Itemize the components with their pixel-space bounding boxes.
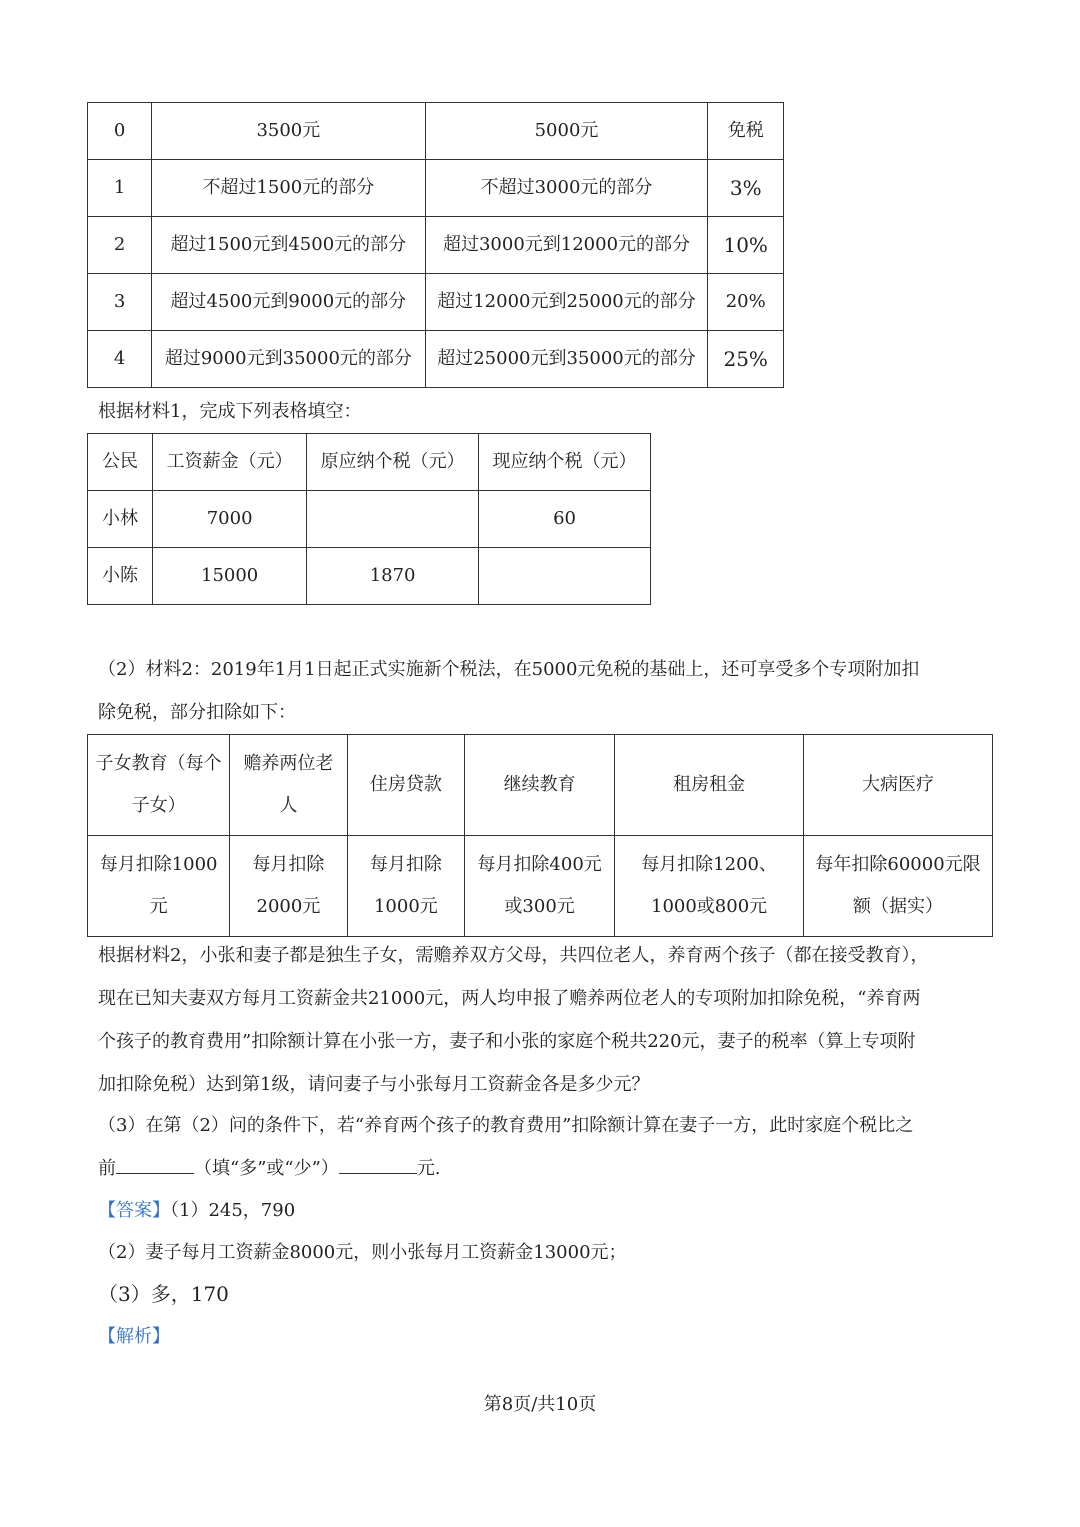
question-2-text: （2）材料2：2019年1月1日起正式实施新个税法，在5000元免税的基础上，还可享受多个专项附加扣 [98,659,920,680]
question-3-text: 元. [416,1158,441,1179]
table-cell: 3500元 [152,103,425,160]
table-row [88,491,651,548]
answer-blank [116,1155,194,1174]
question-3-text: （填“多”或“少”） [194,1158,339,1179]
fill-in-table [87,433,651,605]
answer-blank [339,1155,417,1174]
question-3-text: 前 [98,1158,116,1179]
table-header-cell: 子女教育（每个子女） [88,735,230,836]
table-cell: 20% [708,274,784,331]
table-cell: 每月扣除400元或300元 [465,836,615,937]
table-cell: 超过12000元到25000元的部分 [425,274,708,331]
table-header-cell: 大病医疗 [804,735,993,836]
answer-text: （2）妻子每月工资薪金8000元，则小张每月工资薪金13000元； [98,1242,627,1263]
table-row [88,274,784,331]
table-header-cell: 赡养两位老人 [230,735,347,836]
material-2-text: 加扣除免税）达到第1级，请问妻子与小张每月工资薪金各是多少元？ [98,1074,650,1095]
table-cell: 4 [88,331,152,388]
table-row [88,160,784,217]
table-cell: 25% [708,331,784,388]
table-row [88,548,651,605]
answer-text: （1）245，790 [170,1200,296,1221]
table-header-cell: 公民 [88,434,153,491]
table-cell: 超过3000元到12000元的部分 [425,217,708,274]
table-cell: 15000 [153,548,307,605]
table-header-cell: 工资薪金（元） [153,434,307,491]
table-cell: 不超过1500元的部分 [152,160,425,217]
material-2-text: 现在已知夫妻双方每月工资薪金共21000元，两人均申报了赡养两位老人的专项附加扣除免税，“养育两 [98,988,921,1009]
question-3-blank-line [98,1147,988,1190]
table-cell: 3% [708,160,784,217]
table-header-cell: 继续教育 [465,735,615,836]
table-row [88,331,784,388]
table-cell: 超过25000元到35000元的部分 [425,331,708,388]
table-header-row [88,434,651,491]
answer-tag: 【答案】 [98,1200,170,1221]
table-cell: 每月扣除1200、1000或800元 [615,836,804,937]
tax-rate-table [87,102,784,388]
table-cell: 小陈 [88,548,153,605]
material-2-text: 根据材料2，小张和妻子都是独生子女，需赡养双方父母，共四位老人，养育两个孩子（都在接受教育）， [98,945,929,966]
table-cell: 小林 [88,491,153,548]
table-cell: 3 [88,274,152,331]
table-header-cell: 租房租金 [615,735,804,836]
table-cell: 超过4500元到9000元的部分 [152,274,425,331]
table-row [88,103,784,160]
table-cell [479,548,651,605]
table-caption: 根据材料1，完成下列表格填空： [98,401,362,422]
answer-text: （3）多，170 [98,1282,229,1306]
table-cell: 0 [88,103,152,160]
table-header-cell: 原应纳个税（元） [307,434,479,491]
table-cell: 60 [479,491,651,548]
table-cell: 不超过3000元的部分 [425,160,708,217]
table-cell: 每月扣除2000元 [230,836,347,937]
deduction-table [87,734,993,937]
table-cell: 免税 [708,103,784,160]
table-cell: 7000 [153,491,307,548]
table-cell: 超过1500元到4500元的部分 [152,217,425,274]
material-2-text: 个孩子的教育费用”扣除额计算在小张一方，妻子和小张的家庭个税共220元，妻子的税率（算上专项附 [98,1031,916,1052]
table-cell: 2 [88,217,152,274]
page-footer: 第8页/共10页 [483,1394,597,1415]
table-cell: 每年扣除60000元限额（据实） [804,836,993,937]
table-cell: 1 [88,160,152,217]
table-cell: 每月扣除1000元 [88,836,230,937]
table-cell: 超过9000元到35000元的部分 [152,331,425,388]
table-header-row [88,735,993,836]
table-row [88,836,993,937]
answer-line [98,1189,988,1232]
table-cell [307,491,479,548]
question-2-text: 除免税，部分扣除如下： [98,702,296,723]
table-header-cell: 住房贷款 [347,735,464,836]
table-cell: 10% [708,217,784,274]
table-cell: 每月扣除1000元 [347,836,464,937]
table-cell: 1870 [307,548,479,605]
question-3-text: （3）在第（2）问的条件下，若“养育两个孩子的教育费用”扣除额计算在妻子一方，此时家庭个税比之 [98,1115,914,1136]
analysis-line [98,1315,988,1358]
table-row [88,217,784,274]
table-cell: 5000元 [425,103,708,160]
analysis-tag: 【解析】 [98,1326,170,1347]
table-header-cell: 现应纳个税（元） [479,434,651,491]
